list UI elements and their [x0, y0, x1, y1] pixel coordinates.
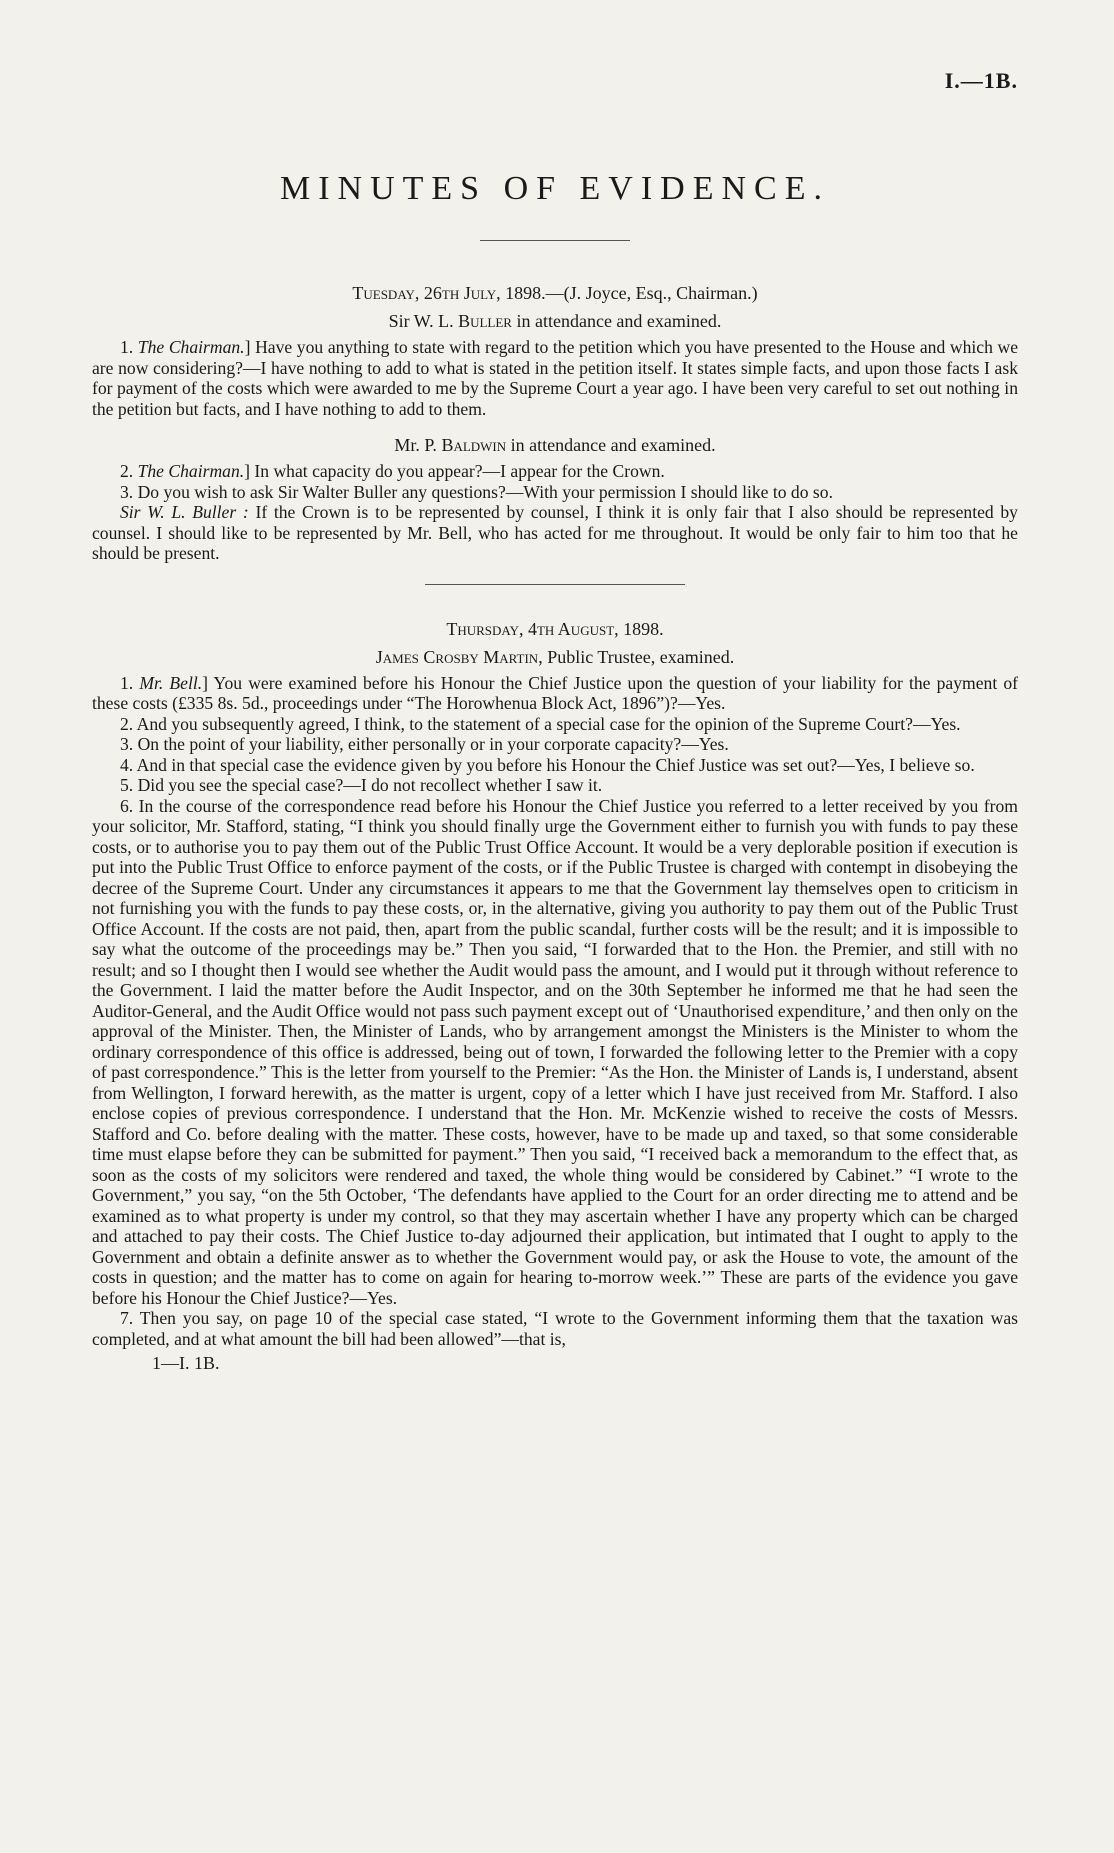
question-1 — [92, 673, 1018, 714]
witness-prefix: Sir W. L. — [388, 311, 459, 331]
question-7: 7. Then you say, on page 10 of the special case stated, “I wrote to the Government informing them that the taxation was completed, and at what amount the bill had been allowed”—that is, — [92, 1308, 1018, 1349]
statement-text: If the Crown is to be represented by counsel, I think it is only fair that I also should be represented by counsel. I should like to be represented by Mr. Bell, who has acted for me throughout. It would be only fair to him too that he should be present. — [92, 502, 1018, 563]
question-speaker: The Chairman. — [137, 461, 245, 481]
question-number: 1. — [120, 337, 138, 357]
statement-buller — [92, 502, 1018, 564]
question-2: 2. And you subsequently agreed, I think, to the statement of a special case for the opinion of the Supreme Court?—Yes. — [120, 713, 961, 734]
page-title: MINUTES OF EVIDENCE. — [279, 170, 831, 207]
witness-suffix: in attendance and examined. — [506, 435, 716, 455]
question-number: 2. — [120, 461, 138, 481]
witness-heading-martin — [92, 645, 1018, 669]
session-date: Tuesday, 26th July, 1898. — [352, 283, 546, 303]
question-5: 5. Did you see the special case?—I do not recollect whether I saw it. — [120, 775, 603, 795]
session-heading-1 — [92, 281, 1018, 305]
witness-prefix: Mr. P. — [394, 435, 442, 455]
question-text: ] In what capacity do you appear?—I appear for the Crown. — [244, 461, 665, 481]
question-2 — [92, 461, 1018, 482]
witness-suffix: in attendance and examined. — [511, 311, 722, 331]
witness-name: James Crosby Martin — [375, 646, 539, 667]
question-3: 3. Do you wish to ask Sir Walter Buller any questions?—With your permission I should like to do so. — [120, 481, 833, 502]
question-speaker: The Chairman. — [137, 337, 245, 357]
question-text: ] You were examined before his Honour the Chief Justice upon the question of your liability for the payment of these costs (£335 8s. 5d., proceedings under “The Horowhenua Block Act, 1896”)?—Yes. — [92, 672, 1019, 713]
sheet-reference: 1—I. 1B. — [152, 1353, 220, 1373]
question-number: 1. — [120, 672, 140, 693]
witness-heading-buller — [92, 309, 1018, 333]
question-speaker: Mr. Bell. — [139, 672, 203, 693]
question-1 — [92, 337, 1018, 419]
statement-speaker: Sir W. L. Buller : — [120, 502, 249, 522]
question-4: 4. And in that special case the evidence given by you before his Honour the Chief Justice was set out?—Yes, I believe so. — [120, 754, 975, 775]
session-heading-2 — [92, 617, 1018, 641]
witness-name: Buller — [458, 311, 512, 331]
session-date: Thursday, 4th August, 1898. — [446, 618, 664, 639]
witness-heading-baldwin — [92, 433, 1018, 457]
witness-name: Baldwin — [441, 435, 507, 455]
question-3: 3. On the point of your liability, either personally or in your corporate capacity?—Yes. — [120, 734, 729, 754]
witness-suffix: , Public Trustee, examined. — [538, 646, 735, 667]
page-reference: I.—1B. — [944, 68, 1018, 93]
question-text: ] Have you anything to state with regard to the petition which you have presented to the House and which we are now considering?—I have nothing to add to what is stated in the petition itself. It states simple facts, and upon those facts I ask for payment of the costs which were awarded to me by the Supreme Court a year ago. I have been very careful to set out nothing in the petition but facts, and I have nothing to add to them. — [92, 337, 1018, 419]
title-divider — [480, 240, 630, 241]
section-divider — [425, 584, 685, 585]
chair-note: —(J. Joyce, Esq., Chairman.) — [545, 283, 758, 303]
question-6: 6. In the course of the correspondence read before his Honour the Chief Justice you referred to a letter received by you from your solicitor, Mr. Stafford, stating, “I think you should finally urge the Government either to furnish you with funds to pay these costs, or to authorise you to pay them out of the Public Trust Office Account. It would be a very deplorable position if execution is put into the Public Trust Office to enforce payment of the costs, or if the Public Trustee is charged with contempt in disobeying the decree of the Supreme Court. Under any circumstances it appears to me that the Government lay themselves open to criticism in not furnishing you with the funds to pay these costs, or, in the alternative, giving you authority to pay them out of the Public Trust Office Account. If the costs are not paid, then, apart from the public scandal, further costs will be the result; and it is impossible to say what the outcome of the proceedings may be.” Then you said, “I forwarded that to the Hon. the Premier, and still with no result; and so I thought then I would see whether the Audit would pass the amount, and I would put it through without reference to the Government. I laid the matter before the Audit Inspector, and on the 30th September he informed me that he had seen the Auditor-General, and the Audit Office would not pass such payment except out of ‘Unauthorised expenditure,’ and then only on the approval of the Minister. Then, the Minister of Lands, who by arrangement amongst the Ministers is the Minister to whom the ordinary correspondence of this office is addressed, being out of town, I forwarded the following letter to the Premier with a copy of past correspondence.” This is the letter from yourself to the Premier: “As the Hon. the Minister of Lands is, I understand, absent from Wellington, I forward herewith, as the matter is urgent, copy of a letter which I have just received from Mr. Stafford. I also enclose copies of previous correspondence. I understand that the Hon. Mr. McKenzie wished to receive the costs of Messrs. Stafford and Co. before dealing with the matter. These costs, however, have to be made up and taxed, so that some considerable time must elapse before they can be submitted for payment.” Then you said, “I received back a memorandum to the effect that, as soon as the costs of my solicitors were rendered and taxed, the whole thing would be considered by Cabinet.” “I wrote to the Government,” you say, “on the 5th October, ‘The defendants have applied to the Court for an order directing me to attend and be examined as to what property is under my control, so that they may ascertain whether I have any property which can be charged and attached to pay their costs. The Chief Justice to-day adjourned their application, but intimated that I ought to apply to the Government and obtain a definite answer as to whether the Government would pay, or ask the House to vote, the amount of the costs in question; and the matter has to come on again for hearing to-morrow week.’” These are parts of the evidence you gave before his Honour the Chief Justice?—Yes. — [92, 795, 1018, 1308]
